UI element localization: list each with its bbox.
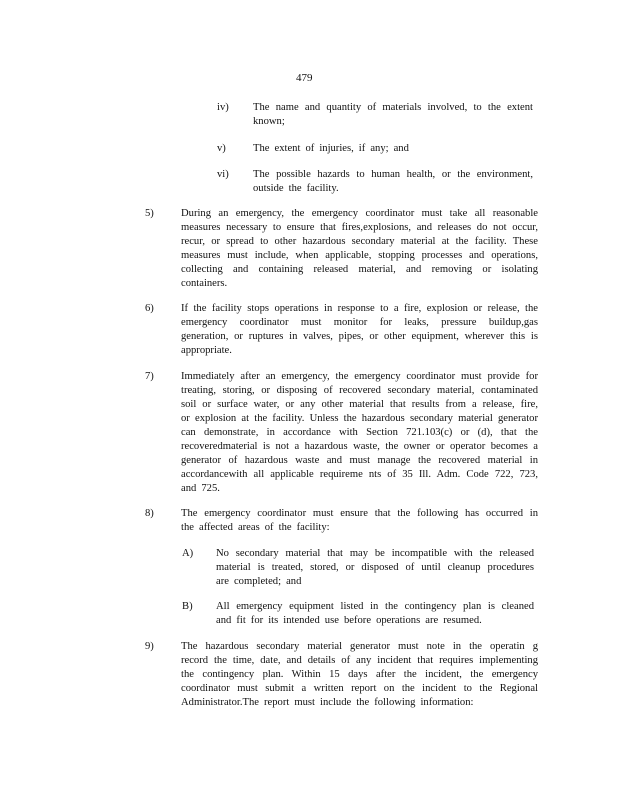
paragraph-7 [145, 370, 545, 496]
paragraph-8 [145, 507, 545, 535]
list-item-letter-b [182, 600, 542, 628]
list-item-text: All emergency equipment listed in the contingency plan is cleaned and fit for its intended use before operations are resumed. [216, 601, 534, 626]
paragraph-9 [145, 640, 545, 738]
paragraph-text: Immediately after an emergency, the emergency coordinator must provide for treating, storing, or disposing of recovered secondary material, contaminated soil or surface water, or any other material that results from a release, fire, or explosion at the facility. Unless the hazardous secondary material generator can demonstrate, in accordance with Section 721.103(c) or (d), that the recoveredmaterial is not a hazardous waste, the owner or operator becomes a generator of hazardous waste and must manage the recovered material in accordancewith all applicable requireme nts of 35 Ill. Adm. Code 722, 723, and 725. [181, 371, 538, 494]
list-item-label: B) [182, 601, 193, 612]
paragraph-label: 8) [145, 508, 154, 519]
paragraph-label: 9) [145, 641, 154, 652]
paragraph-label: 7) [145, 371, 154, 382]
paragraph-text: The hazardous secondary material generator must note in the operatin g record the time, date, and details of any incident that requires implementing the contingency plan. Within 15 days after the incident, the emergency coordinator must submit a written report on the incident to the Regional Administrator.The report must include the following information: [181, 641, 538, 708]
paragraph-text: The emergency coordinator must ensure that the following has occurred in the affected areas of the facility: [181, 508, 538, 533]
list-item-roman-iv [217, 101, 537, 129]
list-item-text: No secondary material that may be incompatible with the released material is treated, stored, or disposed of until cleanup procedures are completed; and [216, 548, 534, 587]
paragraph-text: If the facility stops operations in response to a fire, explosion or release, the emergency coordinator must monitor for leaks, pressure buildup,gas generation, or ruptures in valves, pipes, or other equipment, wherever this is appropriate. [181, 303, 538, 356]
list-item-text: The name and quantity of materials involved, to the extent known; [253, 102, 533, 127]
page-number: 479 [296, 72, 313, 84]
paragraph-5 [145, 207, 545, 291]
list-item-label: vi) [217, 169, 229, 180]
paragraph-label: 5) [145, 208, 154, 219]
paragraph-text: During an emergency, the emergency coordinator must take all reasonable measures necessary to ensure that fires,explosions, and releases do not occur, recur, or spread to other hazardous secondary material at the facility. These measures must include, when applicable, stopping processes and operations, collecting and containing released material, and removing or isolating containers. [181, 208, 538, 289]
paragraph-label: 6) [145, 303, 154, 314]
paragraph-6 [145, 302, 545, 358]
list-item-roman-v [217, 142, 537, 156]
list-item-label: v) [217, 143, 226, 154]
list-item-text: The extent of injuries, if any; and [253, 143, 409, 154]
list-item-roman-vi [217, 168, 537, 196]
list-item-label: A) [182, 548, 194, 559]
list-item-letter-a [182, 547, 542, 589]
list-item-text: The possible hazards to human health, or the environment, outside the facility. [253, 169, 533, 194]
list-item-label: iv) [217, 102, 229, 113]
